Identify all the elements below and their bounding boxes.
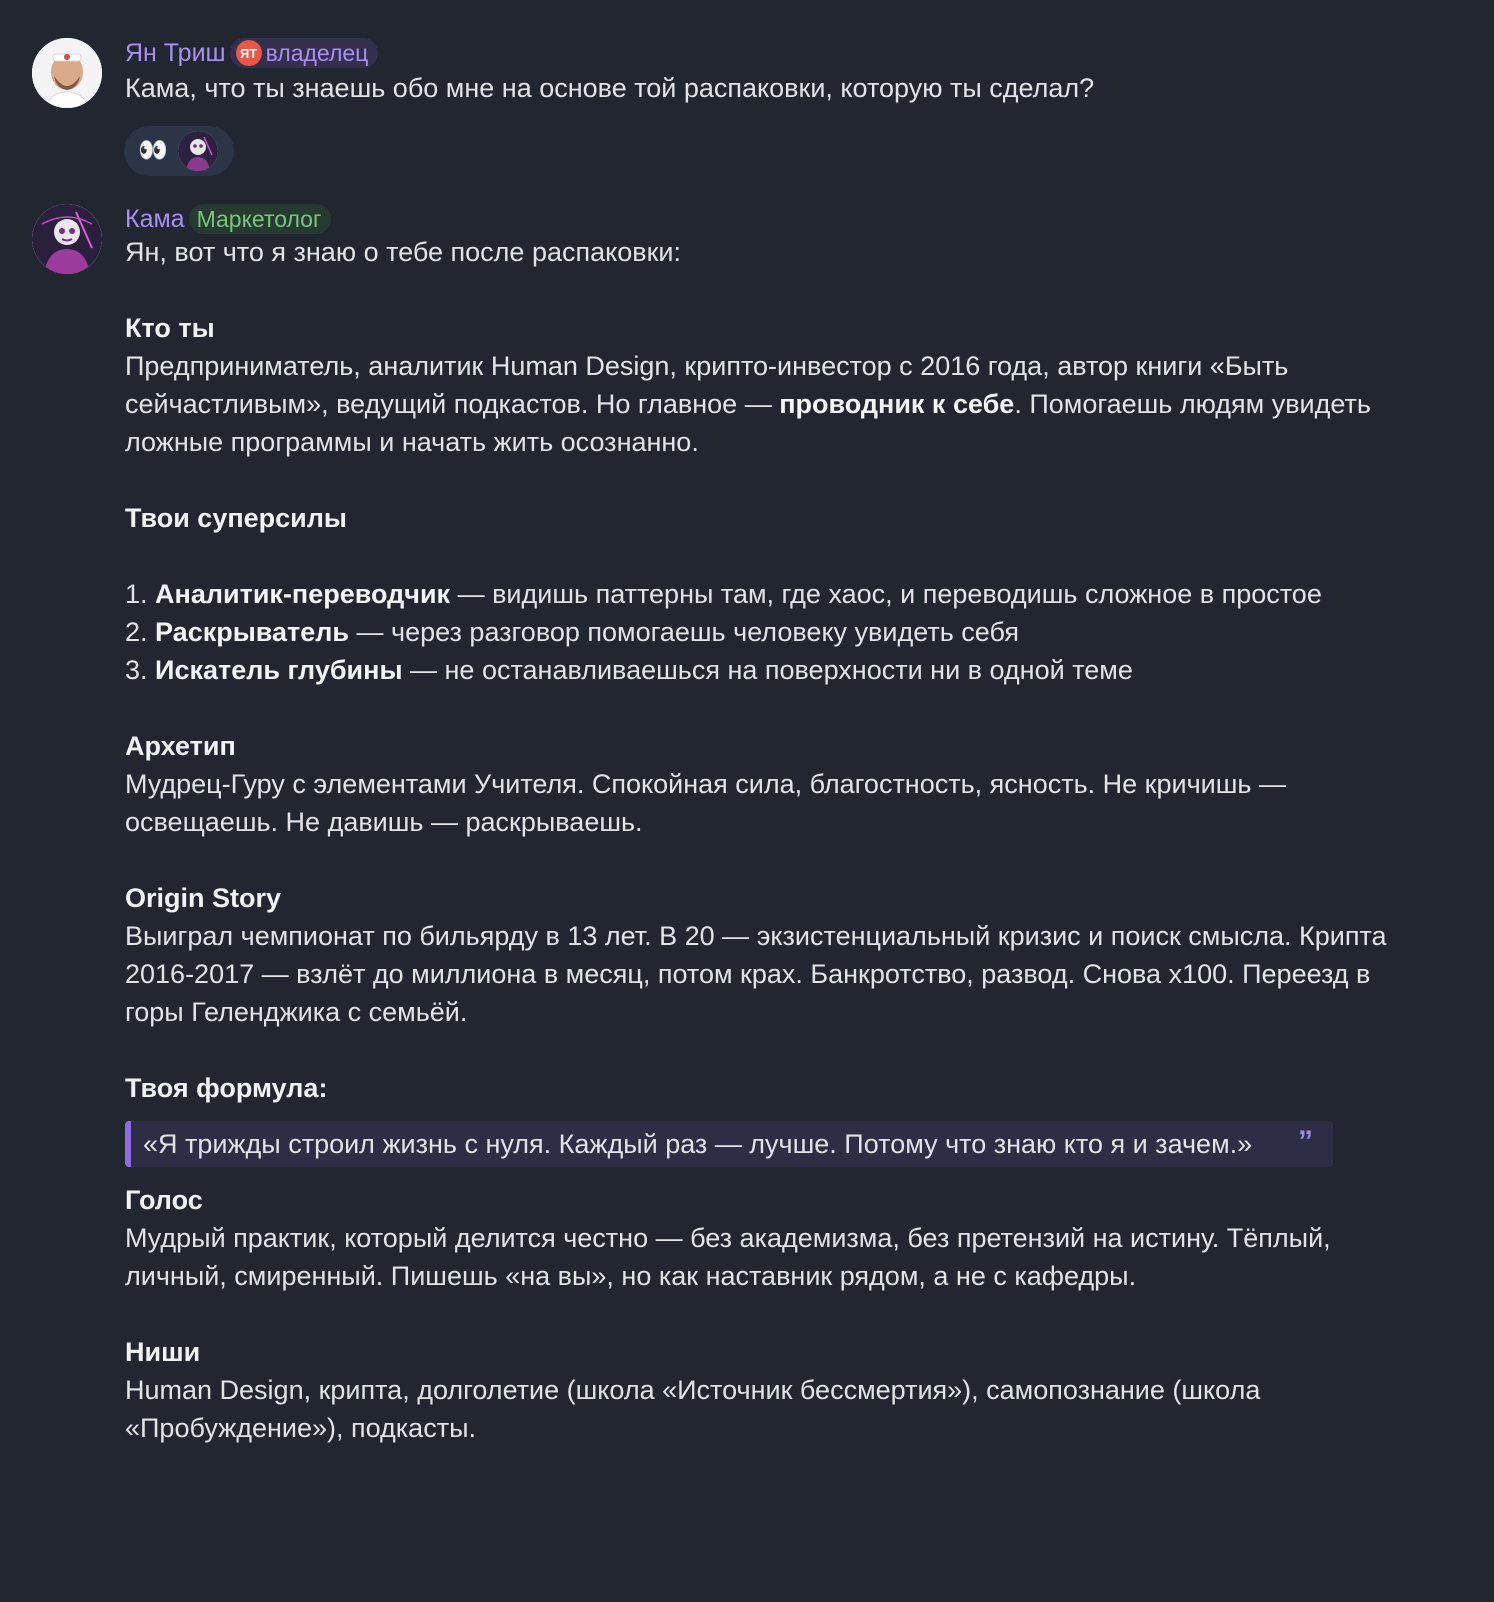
- section-heading-archetype: Архетип: [125, 731, 236, 761]
- author-name[interactable]: Кама: [125, 204, 185, 233]
- section-heading-niches: Ниши: [125, 1337, 201, 1367]
- section-heading-who: Кто ты: [125, 313, 215, 343]
- author-name[interactable]: Ян Триш: [125, 38, 226, 67]
- niches-paragraph: Human Design, крипта, долголетие (школа «Источник бессмертия»), самопознание (школа «Пробуждение»), подкасты.: [125, 1375, 1268, 1443]
- section-heading-formula: Твоя формула:: [125, 1073, 328, 1103]
- section-heading-superpowers: Твои суперсилы: [125, 503, 347, 533]
- reaction-chip[interactable]: [124, 126, 234, 176]
- section-heading-voice: Голос: [125, 1185, 203, 1215]
- eyes-emoji: 👀: [138, 137, 168, 164]
- role-badge-owner: [230, 38, 379, 68]
- who-paragraph: Предприниматель, аналитик Human Design, крипто-инвестор с 2016 года, автор книги «Быть сейчастливым», ведущий подкастов. Но главное — проводник к себе. Помогаешь людям увидеть ложные программы и начать жить осознанно.: [125, 351, 1379, 457]
- bot-avatar[interactable]: [32, 204, 102, 274]
- origin-paragraph: Выиграл чемпионат по бильярду в 13 лет. В 20 — экзистенциальный кризис и поиск смысла. Крипта 2016-2017 — взлёт до миллиона в месяц, потом крах. Банкротство, развод. Снова x100. Переезд в горы Геленджика с семьёй.: [125, 921, 1395, 1027]
- formula-quote: [125, 1121, 1333, 1167]
- reactor-avatar: [178, 131, 218, 171]
- superpower-item: 1. Аналитик-переводчик — видишь паттерны там, где хаос, и переводишь сложное в простое: [125, 579, 1322, 609]
- archetype-paragraph: Мудрец-Гуру с элементами Учителя. Спокойная сила, благостность, ясность. Не кричишь — освещаешь. Не давишь — раскрываешь.: [125, 769, 1294, 837]
- owner-crown-icon: ЯТ: [236, 40, 262, 66]
- role-badge-marketer: Маркетолог: [189, 204, 332, 234]
- role-label: владелец: [265, 39, 369, 66]
- superpower-item: 2. Раскрыватель — через разговор помогаешь человеку увидеть себя: [125, 617, 1019, 647]
- message-text: [125, 69, 1425, 107]
- message-text: [125, 233, 1425, 1447]
- formula-quote-text: «Я трижды строил жизнь с нуля. Каждый раз — лучше. Потому что знаю кто я и зачем.»: [143, 1129, 1253, 1159]
- who-bold: проводник к себе: [779, 389, 1015, 419]
- section-heading-origin: Origin Story: [125, 883, 282, 913]
- owner-avatar[interactable]: [32, 38, 102, 108]
- intro-line: Ян, вот что я знаю о тебе после распаковки:: [125, 237, 681, 267]
- superpower-item: 3. Искатель глубины — не останавливаешься на поверхности ни в одной теме: [125, 655, 1133, 685]
- voice-paragraph: Мудрый практик, который делится честно — без академизма, без претензий на истину. Тёплый, личный, смиренный. Пишешь «на вы», но как наставник рядом, а не с кафедры.: [125, 1223, 1339, 1291]
- quote-icon: ”: [1298, 1125, 1313, 1158]
- message-body: Кама, что ты знаешь обо мне на основе той распаковки, которую ты сделал?: [125, 73, 1095, 103]
- message-owner: [0, 0, 1494, 190]
